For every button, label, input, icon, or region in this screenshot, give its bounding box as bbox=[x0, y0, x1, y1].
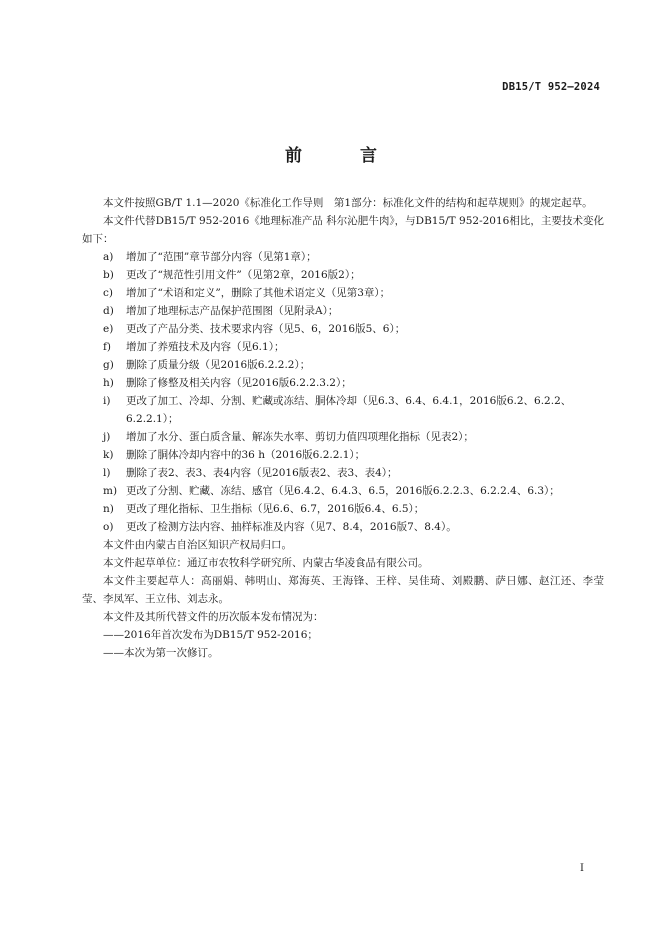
document-body bbox=[82, 194, 604, 662]
list-item-text: 增加了“术语和定义”，删除了其他术语定义（见第3章）； bbox=[126, 287, 391, 299]
list-item bbox=[82, 482, 604, 500]
technical-changes-list bbox=[82, 248, 604, 536]
list-marker: l) bbox=[103, 467, 111, 479]
list-marker: f) bbox=[103, 341, 111, 353]
list-marker: o) bbox=[103, 521, 114, 533]
list-item bbox=[82, 392, 604, 428]
list-item bbox=[82, 320, 604, 338]
page-number: I bbox=[580, 863, 584, 874]
intro-paragraph-drafting-rules: 本文件按照GB/T 1.1—2020《标准化工作导则 第1部分：标准化文件的结构和起草规则》的规定起草。 bbox=[103, 197, 593, 209]
list-marker: i) bbox=[103, 395, 111, 407]
list-marker: j) bbox=[103, 431, 111, 443]
list-item-text: 更改了加工、冷却、分割、贮藏或冻结、胴体冷却（见6.3、6.4、6.4.1，2016版6.2、6.2.2、6.2.2.1）； bbox=[126, 395, 572, 425]
list-item bbox=[82, 446, 604, 464]
list-item bbox=[82, 374, 604, 392]
document-code: DB15/T 952—2024 bbox=[502, 81, 600, 93]
list-item-text: 删除了胴体冷却内容中的36 h（2016版6.2.2.1）； bbox=[126, 449, 366, 461]
list-item-text: 删除了修整及相关内容（见2016版6.2.2.3.2）； bbox=[126, 377, 352, 389]
list-item-text: 更改了产品分类、技术要求内容（见5、6，2016版5、6）； bbox=[126, 323, 406, 335]
list-item-text: 更改了检测方法内容、抽样标准及内容（见7、8.4，2016版7、8.4）。 bbox=[126, 521, 457, 533]
list-marker: e) bbox=[103, 323, 114, 335]
list-marker: a) bbox=[103, 251, 114, 263]
list-marker: d) bbox=[103, 305, 114, 317]
list-item bbox=[82, 248, 604, 266]
list-marker: g) bbox=[103, 359, 114, 371]
list-marker: c) bbox=[103, 287, 113, 299]
list-item-text: 删除了表2、表3、表4内容（见2016版表2、表3、表4）； bbox=[126, 467, 398, 479]
list-item-text: 增加了养殖技术及内容（见6.1）； bbox=[126, 341, 285, 353]
list-item bbox=[82, 464, 604, 482]
list-item bbox=[82, 266, 604, 284]
list-item bbox=[82, 284, 604, 302]
intro-paragraph-replacement: 本文件代替DB15/T 952-2016《地理标准产品 科尔沁肥牛肉》，与DB15/T 952-2016相比，主要技术变化如下： bbox=[82, 215, 604, 245]
authority-paragraph: 本文件由内蒙古自治区知识产权局归口。 bbox=[103, 539, 292, 551]
list-item-text: 增加了水分、蛋白质含量、解冻失水率、剪切力值四项理化指标（见表2）； bbox=[126, 431, 474, 443]
list-marker: k) bbox=[103, 449, 114, 461]
list-item bbox=[82, 518, 604, 536]
list-item bbox=[82, 500, 604, 518]
page-title: 前 言 bbox=[285, 146, 403, 166]
list-item-text: 增加了地理标志产品保护范围图（见附录A）； bbox=[126, 305, 339, 317]
history-item: ——2016年首次发布为DB15/T 952-2016； bbox=[103, 629, 318, 641]
list-marker: m) bbox=[103, 485, 118, 497]
list-item bbox=[82, 338, 604, 356]
list-item bbox=[82, 302, 604, 320]
drafters-paragraph: 本文件主要起草人：高丽娟、韩明山、郑海英、王海锋、王梓、吴佳琦、刘殿鹏、萨日娜、赵江还、李莹莹、李凤军、王立伟、刘志永。 bbox=[82, 575, 604, 605]
list-item-text: 更改了理化指标、卫生指标（见6.6、6.7，2016版6.4、6.5）； bbox=[126, 503, 425, 515]
list-marker: n) bbox=[103, 503, 114, 515]
drafting-units-paragraph: 本文件起草单位：通辽市农牧科学研究所、内蒙古华凌食品有限公司。 bbox=[103, 557, 429, 569]
list-item bbox=[82, 428, 604, 446]
list-item bbox=[82, 356, 604, 374]
list-item-text: 增加了“范围”章节部分内容（见第1章）； bbox=[126, 251, 317, 263]
list-item-text: 更改了分割、贮藏、冻结、感官（见6.4.2、6.4.3、6.5，2016版6.2.2.3、6.2.2.4、6.3）； bbox=[126, 485, 560, 497]
history-item: ——本次为第一次修订。 bbox=[103, 647, 219, 659]
list-item-text: 更改了“规范性引用文件”（见第2章，2016版2）； bbox=[126, 269, 361, 281]
list-marker: h) bbox=[103, 377, 114, 389]
list-marker: b) bbox=[103, 269, 114, 281]
list-item-text: 删除了质量分级（见2016版6.2.2.2）； bbox=[126, 359, 311, 371]
history-intro-paragraph: 本文件及其所代替文件的历次版本发布情况为： bbox=[103, 611, 324, 623]
